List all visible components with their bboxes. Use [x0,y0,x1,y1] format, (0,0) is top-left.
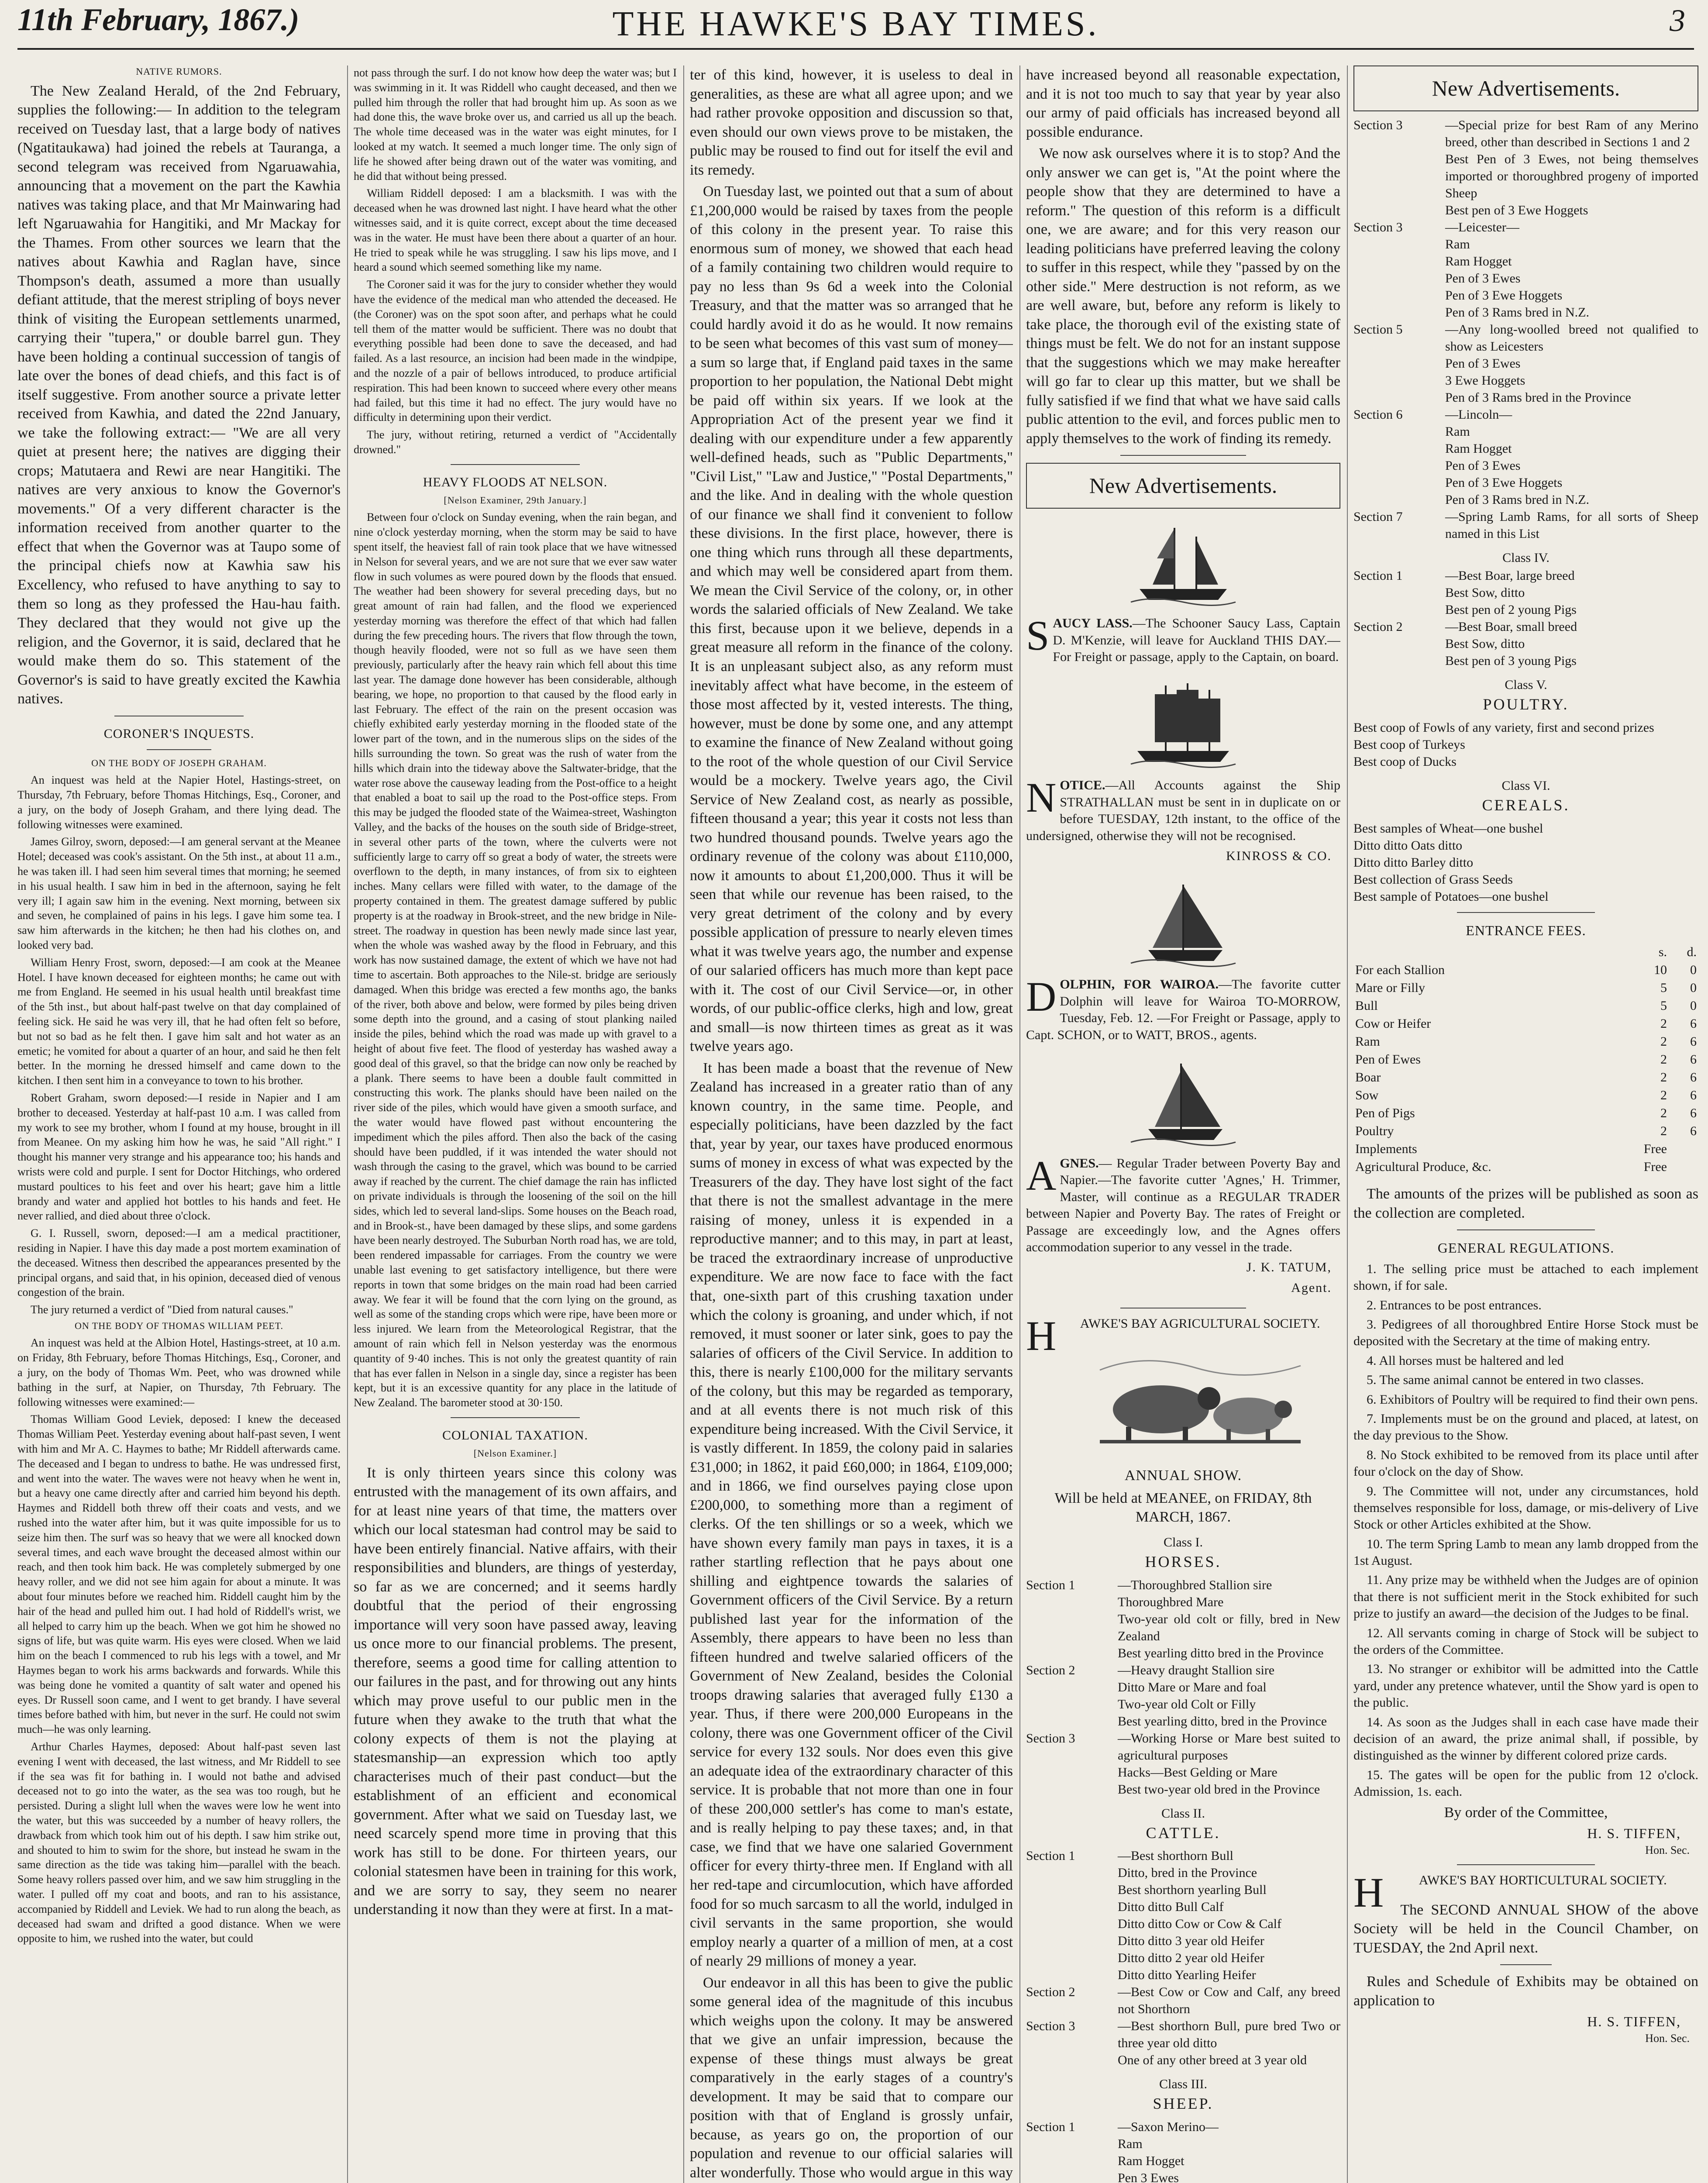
table-row: Boar 2 6 [1355,1070,1697,1085]
page-number: 3 [1670,3,1685,38]
native-rumors-heading: NATIVE RUMORS. [136,66,222,77]
taxation-heading: COLONIAL TAXATION. [442,1428,588,1443]
regulation-item: 15. The gates will be open for the public from 12 o'clock. Admission, 1s. each. [1353,1767,1698,1799]
agricultural-society-ad: H AWKE'S BAY AGRICULTURAL SOCIETY. [1026,1312,1320,1360]
table-row: Mare or Filly 5 0 [1355,981,1697,995]
class-section: Section 1 —Saxon Merino— Ram Ram Hogget Pen 3 Ewes [1026,2120,1219,2183]
class-name: CATTLE. [1146,1824,1221,1842]
prize-class-list: Section 3 —Special prize for best Ram of any Merino breed, other than described in Sections 1 and 2 Best Pen of 3 Ewes, not being themselves imported or thoroughbred progeny of imported Sheep Best pen of 3 Ewe Hoggets Section 3 —Leicester— Ram Ram Hogget Pen of 3 Ewes Pen of 3 Ewe Hoggets Pen of 3 Rams bred in N.Z. Section 5 —Any long-woolled breed not qualified to show as Leicesters Pen of 3 Ewes 3 Ewe Hoggets Pen of 3 Rams bred in the Province Section 6 —Lincoln— Ram Ram Hogget Pen of 3 Ewes Pen of 3 Ewe Hoggets Pen of 3 Rams bred in N.Z. Section 7 —Spring Lamb Rams, for all sorts of Sheep named in this List Class IV. Section 1 —Best Boar, large breed Best Sow, ditto Best pen of 2 young Pigs Section 2 —Best Boar, small breed Best Sow, ditto Best pen of 3 young Pigs Class V. POULTRY. Best coop of Fowls of any variety, first and second prizes Best coop of Turkeys Best coop of Ducks Class VI. CEREALS. Best samples of Wheat—one bushel Ditto ditto Oats ditto Ditto ditto Barley ditto Best collection of Grass Seeds Best sample of Potatoes—one bushel [1353,117,1698,905]
divider [1120,455,1246,456]
ads-heading: New Advertisements. [1432,76,1620,100]
class-name: POULTRY. [1483,696,1569,713]
regulations-signature-title: Hon. Sec. [1645,1843,1690,1856]
class-name: SHEEP. [1153,2095,1214,2113]
table-header-row: s. d. [1658,945,1697,960]
annual-show-text: Will be held at MEANEE, on FRIDAY, 8th MARCH, 1867. [1054,1490,1312,1525]
ship-icon [1126,515,1240,611]
regulation-item: 2. Entrances to be post entrances. [1367,1298,1542,1312]
masthead [17,0,1694,50]
column-rule [347,65,348,2183]
divider [451,464,580,465]
horticultural-signature: H. S. TIFFEN, [1587,2014,1681,2030]
table-row: Cow or Heifer 2 6 [1355,1016,1697,1031]
divider [1457,1864,1595,1865]
table-row: Implements Free [1355,1142,1667,1157]
regulations-signature: H. S. TIFFEN, [1587,1825,1681,1842]
ads-heading-box [1026,463,1340,509]
taxation-source: [Nelson Examiner.] [473,1447,557,1459]
taxation-paragraph: Our endeavor in all this has been to give the public some general idea of the magnitude of this incubus which weighs upon the colony. It may be answered that we give an unfair impression, because the expense of these things must always be great comparatively in the early stages of a country's development. It may be said that to compare our position with that of England is grossly unfair, because, as years go on, the proportion of our population and revenue to our official salaries will alter wonderfully. Those who would argue in this way [690,1974,1013,2181]
inquest-paragraph: William Henry Frost, sworn, deposed:—I am cook at the Meanee Hotel. I have known deceased for eighteen months; he came out with me from England. He seemed in his usual health until breakfast time of the 5th inst., but about half-past twelve on that day complained of feeling sick. He said he was very ill, that he had often felt so before, but not so bad as he felt then. I gave him salt and hot water as an emetic; he vomited for about a quarter of an hour, and said he then felt better. In the morning he dressed himself and came down to the kitchen. I then sent him in a conveyance to town to his brother. [17,956,341,1087]
horticultural-rules: Rules and Schedule of Exhibits may be obtained on application to [1353,1973,1698,2009]
ad-signature: J. K. TATUM, [1246,1260,1332,1275]
ad-signature-title: Agent. [1291,1280,1332,1295]
class-label: Class III. [1159,2077,1207,2092]
divider [1457,912,1595,913]
inquest-paragraph: G. I. Russell, sworn, deposed:—I am a medical practitioner, residing in Napier. I have this day made a post mortem examination of the deceased. Witness then described the appearances presented by the principal organs, and said that, in his opinion, deceased died of venous congestion of the brain. [17,1227,341,1299]
taxation-paragraph: It is only thirteen years since this colony was entrusted with the management of its own affairs, and for at least nine years of that time, the matters over which our local statesman had control may be said to have been entirely financial. Native affairs, with their responsibilities and blunders, are things of yesterday, so far as we are concerned; and it seems hardly doubtful that the period of their engrossing importance will very soon have passed away, leaving us once more to our financial problems. The present, therefore, seems a good time for calling attention to our failures in the past, and for throwing out any hints which may prove useful to our public men in the future when they awake to the truth that what the colony expects of them is not the playing at statesmanship—an expression which too aptly characterises much of their past conduct—but the establishment of an efficient and economical government. After what we said on Tuesday last, we need scarcely spend more time in proving that this work has still to be done. For thirteen years, our colonial statesmen have been in training for this work, and we are sorry to say, they seem no nearer understanding it now than they were at first. In a mat- [354,1464,677,1918]
livestock-icon [1091,1344,1309,1457]
column-rule [1019,65,1020,2183]
regulation-item: 4. All horses must be haltered and led [1367,1353,1564,1368]
ship-icon [1126,876,1240,972]
class-section: Section 7 —Spring Lamb Rams, for all sorts of Sheep named in this List [1353,510,1698,541]
fees-note: The amounts of the prizes will be published as soon as the collection are completed. [1353,1186,1698,1221]
divider [451,1417,580,1418]
regulation-item: 11. Any prize may be withheld when the Judges are of opinion that there is not sufficient merit in the Stock exhibited for such prize to justify an award—the decision of the Judges to be final. [1353,1573,1698,1621]
class-section: Section 1 —Thoroughbred Stallion sire Thoroughbred Mare Two-year old colt or filly, bred in New Zealand Best yearling ditto bred in the Province [1026,1577,1340,1660]
column-3 [690,65,1013,2183]
horticultural-text: The SECOND ANNUAL SHOW of the above Society will be held in the Council Chamber, on TUESDAY, the 2nd April next. [1353,1901,1698,1956]
society-title: AWKE'S BAY AGRICULTURAL SOCIETY. [1080,1316,1320,1331]
class-section: Section 3 —Leicester— Ram Ram Hogget Pen of 3 Ewes Pen of 3 Ewe Hoggets Pen of 3 Rams bred in N.Z. [1353,220,1589,320]
column-1 [17,65,341,2183]
inquest-paragraph: Thomas William Good Leviek, deposed: I knew the deceased Thomas William Peet. Yesterday evening about half-past seven, I went with him and Mr A. C. Haymes to bathe; Mr Riddell afterwards came. The deceased and I began to undress to bathe. He was undressed first, and went into the water. The waves were not heavy when he went in, but a heavy one came directly after and carried him beyond his depth. Haymes and Riddell both threw off their coats and vests, and we rushed into the water after him, but it was quite impossible for us to seize him then. The surf was so heavy that we were all knocked down several times, and each wave brought the deceased almost within our reach, and then took him back. He was completely submerged by one heavy roller, and we did not see him again for about a minute. It was about four minutes before we reached him. Riddell caught him by the hair of the head and pulled him out. I had hold of Riddell's wrist, we all helped to carry him up the beach. When we got him he showed no signs of life, but was quite warm. His eyes were closed. When we laid him on the beach I commenced to rub his legs with a towel, and Mr Haymes began to work his arms backwards and forwards. While this was being done he vomited a quantity of salt water and opened his eyes. Dr Russell soon came, and I went to get brandy. I have several times before bathed with him, but never in the surf. He could not swim much—he was only learning. [17,1413,341,1736]
table-row: Pen of Ewes 2 6 [1355,1052,1697,1067]
native-rumors-paragraph: The New Zealand Herald, of the 2nd February, supplies the following:— In addition to the telegram received on Tuesday last, that a large body of natives (Ngatitaukawa) had joined the rebels at Tauranga, a second telegram was received from Ngaruawahia, announcing that a movement on the part the Kawhia natives was taking place, and that Mr Mainwaring had left Ngaruawahia for Hangitiki, and Mr Mackay for the Thames. From other sources we learn that the natives about Kawhia and Raglan have, since Thompson's death, assumed a more than usually defiant attitude, that the merest stripling of boys never think of visiting the European settlements unarmed, carrying their "tupera," or double barrel gun. They have been holding a continual succession of tangis of late over the bones of dead chiefs, and this fact is of itself suggestive. From another source a private letter received from Kawhia, and dated the 22nd January, we take the following extract:— "We are all very quiet at present here; the natives are digging their crops; Matutaera and Rewi are near Hangitiki. The natives are very anxious to know the Governor's movements." Of a very different character is the information received from another quarter to the effect that when the Governor was at Taupo some of the principal chiefs now at Kawhia saw his Excellency, who refused to have anything to say to them so long as they professed the Hau-hau faith. They declared that they would not give up the religion, and the Governor, it is said, declared that he would make them do so. This statement of the Governor's is said to have greatly excited the Kawhia natives. [17,83,341,707]
annual-show-title: ANNUAL SHOW. [1124,1467,1242,1484]
class-label: Class V. [1505,678,1547,692]
floods-heading: HEAVY FLOODS AT NELSON. [423,475,608,489]
class-section: Section 2 —Best Cow or Cow and Calf, any breed not Shorthorn [1026,1985,1340,2017]
class-name: HORSES. [1145,1553,1222,1570]
peet-subheading: ON THE BODY OF THOMAS WILLIAM PEET. [74,1320,284,1331]
floods-paragraph: Between four o'clock on Sunday evening, when the rain began, and nine o'clock yesterday morning, when the storm may be said to have spent itself, the heaviest fall of rain took place that we have witnessed in Nelson for several years, and we are not sure that we ever saw water flow in such volumes as were poured down by the floods that ensued. The weather had been showery for several preceding days, but no great amount of rain had fallen, and the flood we experienced yesterday morning was therefore the effect of that which had fallen during the few preceding hours. The rivers that flow through the town, though heavily flooded, were not so full as we have seen them previously, particularly after the heavy rain which fell about this time last year. The damage done however has been considerable, although bearing, we hope, no proportion to that caused by the flood early in last February. The effect of the rain on the present occasion was chiefly exhibited early yesterday morning in the flooded state of the lower part of the town, and in the numerous slips on the sides of the hills surrounding the town. So great was the rush of water from the hills which drain into the tideway above the Saltwater-bridge, that the water rose above the causeway leading from the Post-office to a height that enabled a boat to sail up the road to the Post-office steps. From this may be judged the flooded state of the Waimea-street, Washington Valley, and the backs of the houses on the south side of Bridge-street, in several other parts of the town, where the culverts were not sufficiently large to carry off so great a body of water, the streets were overflown to the depth, in many instances, of from six to eighteen inches. Many cellars were filled with water, to the damage of the property contained in them. The greatest damage suffered by public property is at the roadway in Brook-street, and the new bridge in Nile-street. The roadway in question has been newly made since last year, when the whole was washed away by the flood in February, and this work has now sustained damage, the extent of which we have not had time to ascertain. Both approaches to the Nile-st. bridge are seriously damaged. When this bridge was erected a few months ago, the banks of the river, both above and below, were formed by piles being driven some depth into the ground, and a casing of stout planking nailed inside the piles, behind which the road was made up with gravel to a height of about five feet. The flood of yesterday has washed away a good deal of this gravel, so that the bridge can now only be reached by a plank. There seems to have been a double fault committed in constructing this work. The planks should have been nailed on the river side of the piles, which would have given a smooth surface, and the water would have flowed past without encountering the impediment which the piles afford. Then also the back of the casing should have been puddled, if it was intended the water should not wash through the casing to the gravel, which was bound to be carried away if reached by the current. The chief damage the rain has inflicted on private individuals is through the loosening of the soil on the hill sides, which led to several land-slips. Some houses on the Beach road, and in Brook-st., have been damaged by these slips, and some gardens have been nearly destroyed. The Suburban North road has, we are told, been rendered impassable for carriages. From the country we were unable last evening to get satisfactory intelligence, but there were reports in town that some bridges on the main road had been carried away. We fear it will be found that the corn lying on the ground, as well as some of the standing crops which were ripe, have been more or less injured. We learn from the Meteorological Registrar, that the amount of rain which fell in Nelson yesterday was the enormous quantity of 9·40 inches. This is not only the greatest quantity of rain that has ever fallen in Nelson in a single day, since a register has been kept, but it is an excessive quantity for any place in the latitude of New Zealand. The barometer stood at 30·150. [354,511,677,1409]
table-row: Sow 2 6 [1355,1088,1697,1103]
inquest-paragraph: Arthur Charles Haymes, deposed: About half-past seven last evening I went with deceased, the last witness, and Mr Riddell to see if the sea was fit for bathing in. I would not bathe and advised deceased not to go into the water, as the sea was too rough, but he persisted. During a slight lull when the waves were low he went into the water, but this was succeeded by a number of heavy rollers, the drawback from which took him out of his depth. I saw him strike out, and shouted to him to swim for the shore, but instead he swam in the same direction as the tide was taking him—parallel with the beach. Some heavy rollers passed over him, and we saw him struggling in the water. I pulled off my coat and boots, and ran to his assistance, accompanied by Riddell and Leviek. We had to run along the beach, as deceased had swam and drifted a good distance. When we were opposite to him, we rushed into the water, but could [17,1740,341,1945]
ads-heading-box [1353,65,1698,111]
regulations-list [1353,1261,1698,1801]
class-label: Class VI. [1501,778,1550,793]
ship-icon [1126,677,1240,773]
table-row: Agricultural Produce, &c. Free [1355,1160,1667,1174]
class-section: Section 6 —Lincoln— Ram Ram Hogget Pen of 3 Ewes Pen of 3 Ewe Hoggets Pen of 3 Rams bred in N.Z. [1353,407,1589,507]
ship-icon [1126,1055,1240,1151]
class-section: Section 3 —Best shorthorn Bull, pure bred Two or three year old ditto One of any other breed at 3 year old [1026,2019,1340,2068]
class-label: Class II. [1161,1806,1205,1821]
issue-date: 11th February, 1867.) [17,2,300,37]
class-section: Section 1 —Best Boar, large breed Best Sow, ditto Best pen of 2 young Pigs [1353,568,1577,617]
graham-subheading: ON THE BODY OF JOSEPH GRAHAM. [91,757,267,768]
inquest-paragraph: The jury, without retiring, returned a verdict of "Accidentally drowned." [354,428,677,456]
prize-class-list [1026,1534,1340,2183]
taxation-paragraph: ter of this kind, however, it is useless to deal in generalities, as these are what all agree upon; and we had rather provoke opposition and discussion so that, even should our own views prove to be mistaken, the public may be roused to find out for itself the evil and its remedy. [690,67,1013,178]
inquest-paragraph: The Coroner said it was for the jury to consider whether they would have the evidence of the medical man who attended the deceased. He (the Coroner) was on the spot soon after, and perhaps what he could tell them of the matter would be sufficient. There was no doubt that everything possible had been done to save the deceased, and had failed. As a last resource, an incision had been made in the windpipe, and the nozzle of a pair of bellows introduced, to produce artificial respiration. This had been known to succeed where every other means had failed, but this time it had no effect. The jury would have no difficulty in determining upon their verdict. [354,278,677,424]
ads-heading: New Advertisements. [1089,473,1278,498]
table-row: For each Stallion 10 0 [1355,963,1697,978]
table-row: Pen of Pigs 2 6 [1355,1106,1697,1121]
regulation-item: 6. Exhibitors of Poultry will be required to find their own pens. [1367,1392,1698,1407]
inquest-paragraph: James Gilroy, sworn, deposed:—I am general servant at the Meanee Hotel; deceased was cook's assistant. On the 5th inst., at about 11 a.m., he was taken ill. I had seen him several times that morning; he seemed in his usual health. I saw him in bed in the afternoon, saying he felt very ill; I again saw him in the evening. Next morning, between six and seven, he complained of pains in his legs. I gave him some tea. I saw him afterwards in the kitchen; he then had his clothes on, and looked very bad. [17,835,341,951]
column-5 [1353,65,1698,2183]
regulations-order: By order of the Committee, [1444,1804,1608,1821]
ad-dolphin: DOLPHIN, FOR WAIROA.—The favorite cutter Dolphin will leave for Wairoa TO-MORROW, Tuesday, Feb. 12. —For Freight or Passage, apply to Capt. SCHON, or to WATT, BROS., agents. [1026,973,1340,1042]
table-row: Bull 5 0 [1355,999,1697,1013]
class-label: Class I. [1164,1535,1203,1549]
class-section: Section 3 —Special prize for best Ram of any Merino breed, other than described in Sections 1 and 2 Best Pen of 3 Ewes, not being themselves imported or thoroughbred progeny of imported Sheep Best pen of 3 Ewe Hoggets [1353,118,1698,217]
floods-source: [Nelson Examiner, 29th January.] [444,494,587,506]
divider [147,749,211,750]
divider [1457,1229,1595,1230]
taxation-paragraph: We now ask ourselves where it is to stop? And the only answer we can get is, "At the point where the people show that they are determined to have a reform." The question of this reform is a difficult one, we are aware; and for this very reason our leading politicians have preferred leaving the colony to suffer in this respect, while they "passed by on the other side." Mere destruction is not reform, as we are well aware, but, before any reform is likely to take place, the thorough evil of the existing state of things must be felt. We do not for an instant suppose that the suggestions which we may make hereafter will go far to clear up this matter, but we shall be fully satisfied if we find that what we have said calls public attention to the evil, and forces public men to apply themselves to the work of finding its remedy. [1026,145,1340,447]
entrance-fees-table [1353,943,1698,1176]
ad-agnes: AGNES.— Regular Trader between Poverty Bay and Napier.—The favorite cutter 'Agnes,' H. Trimmer, Master, will continue as a REGULAR TRADER between Napier and Poverty Bay. The rates of Freight or Passage are exceedingly low, and the Agnes offers accommodation superior to any vessel in the trade. J. K. TATUM, Agent. [1026,1155,1340,1296]
regulation-item: 14. As soon as the Judges shall in each case have made their decision of an award, the prize animal shall, if possible, by distinguished as the winner by different colored prize cards. [1353,1715,1698,1763]
column-4 [1026,65,1340,2183]
regulation-item: 1. The selling price must be attached to each implement shown, if for sale. [1353,1261,1698,1293]
inquest-paragraph: not pass through the surf. I do not know how deep the water was; but I was swimming in it. It was Riddell who caught deceased, and then we pulled him through the roller that had brought him up. As soon as we had done this, the wave broke over us, and carried us all up the beach. The whole time deceased was in the water was eight minutes, for I looked at my watch. It seemed a much longer time. The only sign of life he showed after being drawn out of the water was vomiting, and he did that without being pressed. [354,66,677,182]
class-name: CEREALS. [1482,796,1570,814]
table-row: Ram 2 6 [1355,1034,1697,1049]
ad-saucy-lass: SAUCY LASS.—The Schooner Saucy Lass, Captain D. M'Kenzie, will leave for Auckland THIS DAY.—For Freight or passage, apply to the Captain, on board. [1026,612,1340,665]
taxation-paragraph: have increased beyond all reasonable expectation, and it is not too much to say that year by year also our army of paid officials has increased beyond all possible endurance. [1026,67,1340,140]
newspaper-title: THE HAWKE'S BAY TIMES. [612,5,1099,43]
column-2 [354,65,677,2183]
inquests-heading: CORONER'S INQUESTS. [103,726,255,741]
divider [1500,1964,1552,1965]
regulation-item: 13. No stranger or exhibitor will be admitted into the Cattle yard, under any pretence whatever, until the Show yard is open to the public. [1353,1662,1698,1710]
regulation-item: 7. Implements must be on the ground and placed, at latest, on the day previous to the Show. [1353,1411,1698,1443]
fees-heading: ENTRANCE FEES. [1466,922,1586,938]
horticultural-signature-title: Hon. Sec. [1645,2032,1690,2045]
inquest-paragraph: William Riddell deposed: I am a blacksmith. I was with the deceased when he was drowned last night. I have heard what the other witnesses said, and it is quite correct, except about the time deceased was in the water. He must have been there about a quarter of an hour. He tried to speak while he was struggling. I saw his lips move, and I heard a sound which seemed something like my name. [354,187,677,274]
regulation-item: 10. The term Spring Lamb to mean any lamb dropped from the 1st August. [1353,1536,1698,1568]
inquest-paragraph: Robert Graham, sworn deposed:—I reside in Napier and I am brother to deceased. Yesterday at half-past 10 a.m. I was called from my work to see my brother, whom I found at my house, brought in ill from Meanee. On my asking him how he was, he said "All right." I thought his manner very strange and his appearance too; his hands and wrists were cold and purple. I sent for Doctor Hitchings, who ordered mustard poultices to his feet and over his heart; gave him a little brandy and water and applied hot bottles to his hands and feet. He never rallied, and died about three o'clock. [17,1091,341,1222]
inquest-paragraph: An inquest was held at the Napier Hotel, Hastings-street, on Thursday, 7th February, before Thomas Hitchings, Esq., Coroner, and a jury, on the body of Joseph Graham, and there lying dead. The following witnesses were examined. [17,774,341,831]
column-rule [1347,65,1348,2183]
ad-notice-strathallan: NOTICE.—All Accounts against the Ship STRATHALLAN must be sent in in duplicate on or before TUESDAY, 12th instant, to the office of the undersigned, otherwise they will not be recognised. KINROSS & CO. [1026,777,1340,864]
class-section: Section 3 —Working Horse or Mare best suited to agricultural purposes Hacks—Best Gelding or Mare Best two-year old bred in the Province [1026,1731,1340,1797]
class-label: Class IV. [1502,551,1550,565]
class-section: Section 2 —Best Boar, small breed Best Sow, ditto Best pen of 3 young Pigs [1353,620,1577,668]
horticultural-society-ad: H AWKE'S BAY HORTICULTURAL SOCIETY. [1353,1869,1667,1916]
table-row: Poultry 2 6 [1355,1124,1697,1139]
ad-signature: KINROSS & CO. [1226,849,1332,864]
regulation-item: 12. All servants coming in charge of Stock will be subject to the orders of the Committee. [1353,1625,1698,1657]
inquest-paragraph: An inquest was held at the Albion Hotel, Hastings-street, at 10 a.m. on Friday, 8th February, before Thomas Hitchings, Esq., Coroner, and a jury, on the body of Thomas Wm. Peet, who was drowned while bathing in the surf, at Napier, on Thursday, 7th February. The following witnesses were examined:— [17,1336,341,1408]
taxation-paragraph: It has been made a boast that the revenue of New Zealand has increased in a greater ratio than of any known country, in the same time. People, and especially politicians, have been dazzled by the fact that, year by year, our taxes have produced enormous sums of money in excess of what was expected by the Treasurers of the day. They have lost sight of the fact that there is not the smallest advantage in the mere raising of money, unless it is expended in a reproductive manner; and to this may, in part at least, be traced the extraordinary increase of unproductive expenditure. We are now face to face with the fact that, one-sixth part of this crushing taxation under which the colony is groaning, and under which, if not removed, it must sooner or later sink, goes to pay the salaries of officers of the Civil Service. In addition to this, there is nearly £100,000 for the military servants of the colony, but this may be regarded as temporary, and at all events there is not much risk of this expenditure being increased. With the Civil Service, it is vastly different. In 1859, the colony paid in salaries £31,000; in 1862, it paid £60,000; in 1864, £109,000; and in 1866, we find ourselves paying close upon £200,000, to something more than a regiment of clerks. Of the ten shillings or so a week, which we have shown every family man pays in taxes, it is a rather startling reflection that he pays about one shilling and eightpence towards the salaries of Government officers of the Civil Service. By a return published last year for the information of the Assembly, there appears to have been no less than fifteen hundred and twelve salaried officers of the Government of New Zealand, besides the Colonial troops drawing salaries that averaged fully £130 a year. Thus, if there were 200,000 Europeans in the colony, there was one Government officer of the Civil service for every 132 souls. Nor does even this give an adequate idea of the extraordinary character of this service. It is probable that not more than one in four of these 200,000 settler's has come to man's estate, and is really helping to pay these taxes; and, in that case, we find that we have one salaried Government officer for every thirty-three men. If England with all her red-tape and circumlocution, which have afforded food for so much sarcasm to all the world, indulged in civil servants in the same proportion, she would employ nearly a quarter of a million of men, at a cost of nearly 29 millions of money a year. [690,1060,1013,1970]
regulations-heading: GENERAL REGULATIONS. [1437,1240,1615,1256]
horticultural-title: AWKE'S BAY HORTICULTURAL SOCIETY. [1419,1873,1667,1888]
class-section: Section 5 —Any long-woolled breed not qualified to show as Leicesters Pen of 3 Ewes 3 Ewe Hoggets Pen of 3 Rams bred in the Province [1353,322,1698,405]
class-section: Section 1 —Best shorthorn Bull Ditto, bred in the Province Best shorthorn yearling Bull Ditto ditto Bull Calf Ditto ditto Cow or Cow & Calf Ditto ditto 3 year old Heifer Ditto ditto 2 year old Heifer Ditto ditto Yearling Heifer [1026,1849,1281,1983]
class-section: Section 2 —Heavy draught Stallion sire Ditto Mare or Mare and foal Two-year old Colt or Filly Best yearling ditto, bred in the Province [1026,1663,1327,1728]
regulation-item: 3. Pedigrees of all thoroughbred Entire Horse Stock must be deposited with the Secretary at the time of making entry. [1353,1317,1698,1349]
column-rule [683,65,684,2183]
regulation-item: 9. The Committee will not, under any circumstances, hold themselves responsible for loss, damage, or mis-delivery of Live Stock or other Articles exhibited at the Show. [1353,1484,1698,1532]
regulation-item: 8. No Stock exhibited to be removed from its place until after four o'clock on the day of Show. [1353,1447,1698,1479]
taxation-paragraph: On Tuesday last, we pointed out that a sum of about £1,200,000 would be raised by taxes from the people of this colony in the present year. To raise this enormous sum of money, we showed that each head of a family containing two children would require to pay no less than 9s 6d a week into the Colonial Treasury, and that the matter was so arranged that he could hardly avoid it do as he would. It now remains to be seen what becomes of this vast sum of money—a sum so large that, if England paid taxes in the same proportion to her population, the National Debt might be paid off within six years. If we look at the Appropriation Act of the present year we find it dealing with our expenditure under a few apparently well-defined heads, such as "Public Departments," "Civil List," "Law and Justice," "Postal Departments," and the like. And in dealing with the whole question of our finance we shall find it convenient to follow these divisions. In the first place, however, there is one thing which runs through all these departments, and which may well be considered apart from them. We mean the Civil Service of the colony, or, in other words the salaried officials of New Zealand. We take this first, because upon it we believe, depends in a great measure all reform in the finance of the colony. It is an unpleasant subject also, as any reform must inevitably affect what have become, in the esteem of those most affected by it, vested interests. The thing, however, must be done by some one, and any attempt to examine the finance of New Zealand without going to the root of the whole question of our Civil Service would be a mockery. Twelve years ago, the Civil Service of New Zealand cost, as nearly as possible, fifteen thousand a year; this year it costs not less than two hundred thousand pounds. Twelve years ago the ordinary revenue of the colony was about £110,000, now it amounts to about £1,200,000. Thus it will be seen that while our revenue has been raised, to the very great detriment of the colony and by every possible application of pressure to nearly eleven times what it was twelve years ago, the number and expense of our salaried officers has much more than kept pace with it. The cost of our Civil Service—or, in other words, of our public-office clerks, high and low, great and small—is now thirteen times as great as it was twelve years ago. [690,183,1013,1055]
inquest-paragraph: The jury returned a verdict of "Died from natural causes." [31,1303,293,1316]
regulation-item: 5. The same animal cannot be entered in two classes. [1367,1373,1644,1388]
